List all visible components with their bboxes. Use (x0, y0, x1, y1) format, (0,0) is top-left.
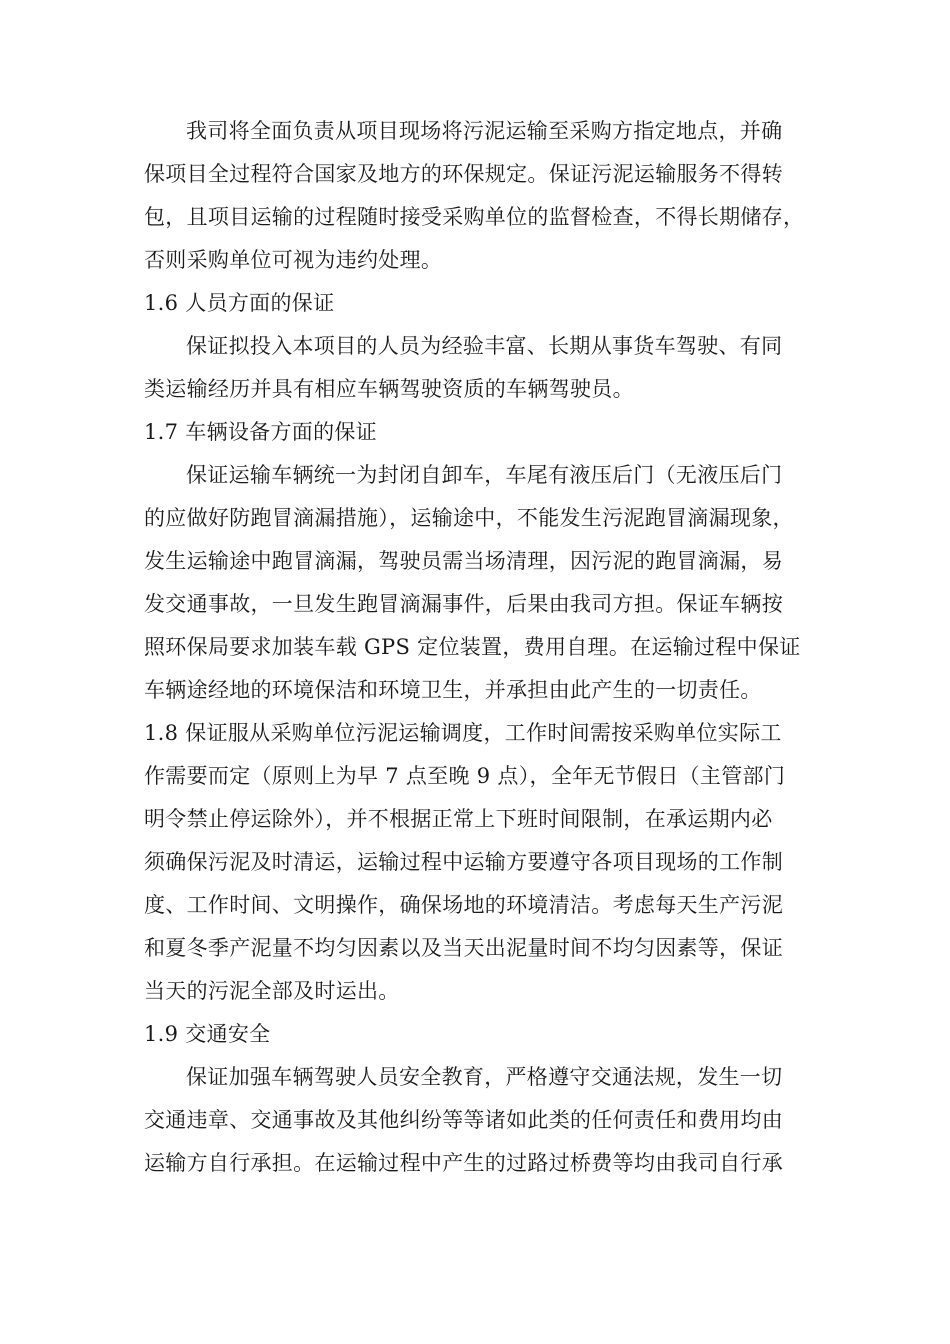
text-line: 运输方自行承担。在运输过程中产生的过路过桥费等均由我司自行承 (144, 1151, 783, 1175)
text-line: 的应做好防跑冒滴漏措施），运输途中，不能发生污泥跑冒滴漏现象， (144, 506, 794, 530)
text-line: 保证拟投入本项目的人员为经验丰富、长期从事货车驾驶、有同 (186, 334, 783, 358)
text-line: 明令禁止停运除外），并不根据正常上下班时间限制，在承运期内必 (144, 807, 773, 831)
text-line: 我司将全面负责从项目现场将污泥运输至采购方指定地点，并确 (186, 119, 783, 143)
text-line: 发交通事故，一旦发生跑冒滴漏事件，后果由我司方担。保证车辆按 (144, 592, 783, 616)
text-line: 须确保污泥及时清运，运输过程中运输方要遵守各项目现场的工作制 (144, 850, 783, 874)
text-line: 当天的污泥全部及时运出。 (144, 979, 400, 1003)
text-line: 保证加强车辆驾驶人员安全教育，严格遵守交通法规，发生一切 (186, 1065, 783, 1089)
section-heading: 1.7 车辆设备方面的保证 (144, 420, 377, 444)
text-line: 度、工作时间、文明操作，确保场地的环境清洁。考虑每天生产污泥 (144, 893, 783, 917)
text-line: 发生运输途中跑冒滴漏，驾驶员需当场清理，因污泥的跑冒滴漏，易 (144, 549, 783, 573)
text-line: 作需要而定（原则上为早 7 点至晚 9 点），全年无节假日（主管部门 (144, 764, 786, 788)
text-line: 1.8 保证服从采购单位污泥运输调度，工作时间需按采购单位实际工 (144, 721, 782, 745)
text-line: 交通违章、交通事故及其他纠纷等等诸如此类的任何责任和费用均由 (144, 1108, 783, 1132)
text-line: 包，且项目运输的过程随时接受采购单位的监督检查，不得长期储存， (144, 205, 805, 229)
text-line: 车辆途经地的环境保洁和环境卫生，并承担由此产生的一切责任。 (144, 678, 762, 702)
text-line: 和夏冬季产泥量不均匀因素以及当天出泥量时间不均匀因素等，保证 (144, 936, 783, 960)
section-heading: 1.6 人员方面的保证 (144, 291, 335, 315)
text-line: 保证运输车辆统一为封闭自卸车，车尾有液压后门（无液压后门 (186, 463, 783, 487)
text-line: 照环保局要求加装车载 GPS 定位装置，费用自理。在运输过程中保证 (144, 635, 801, 659)
section-heading: 1.9 交通安全 (144, 1022, 271, 1046)
text-line: 保项目全过程符合国家及地方的环保规定。保证污泥运输服务不得转 (144, 162, 783, 186)
text-line: 类运输经历并具有相应车辆驾驶资质的车辆驾驶员。 (144, 377, 634, 401)
text-line: 否则采购单位可视为违约处理。 (144, 248, 443, 272)
